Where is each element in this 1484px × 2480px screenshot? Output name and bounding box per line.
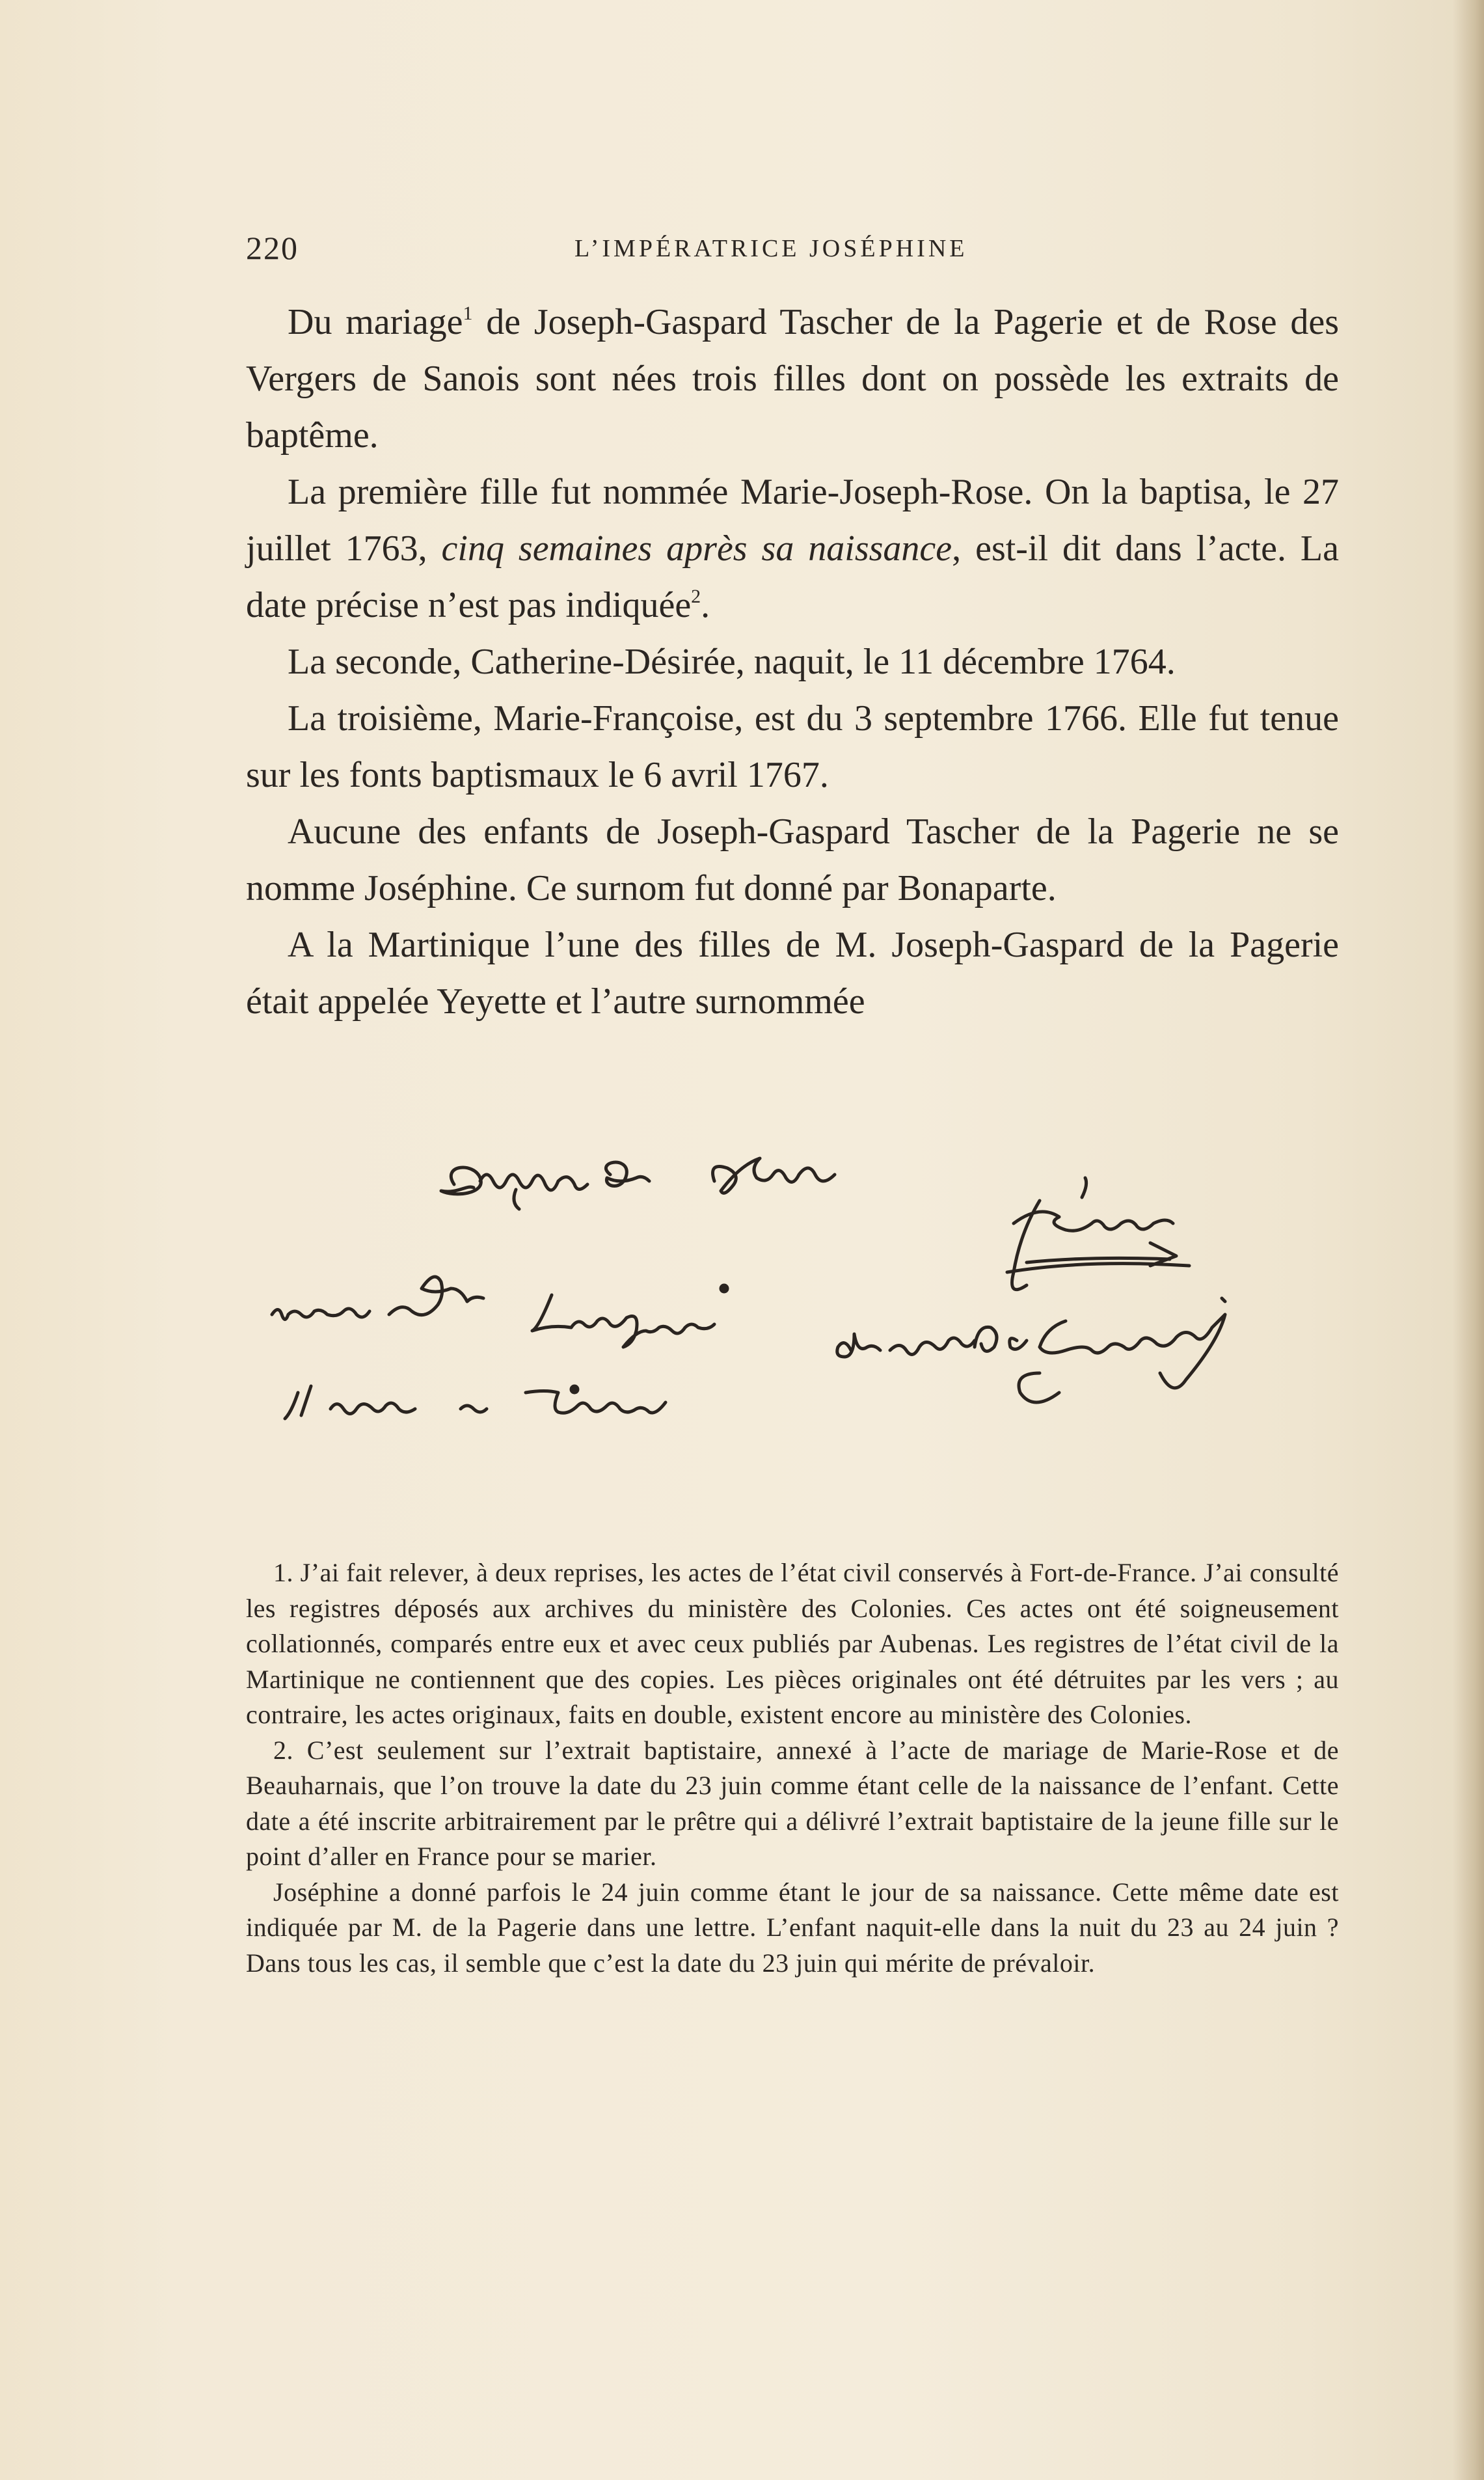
paragraph-5: Aucune des enfants de Joseph-Gaspard Tascher de la Pagerie ne se nomme Joséphine. Ce surnom fut donné par Bonaparte. <box>246 811 1339 908</box>
paragraph-2 <box>246 464 1339 634</box>
signature-renaud-de-la-tour <box>285 1386 666 1419</box>
signature-jordebourg <box>1007 1178 1189 1290</box>
footnote-ref-1: 1 <box>463 303 473 324</box>
paragraph-1-rest: de Joseph-Gaspard Tascher de la Pagerie et de Rose des Vergers de Sanois sont nées trois filles dont on possède les extraits de baptême. <box>246 302 1339 456</box>
footnote-2: 2. C’est seulement sur l’extrait baptistaire, annexé à l’acte de mariage de Marie-Rose et de Beauharnais, que l’on trouve la date du 23 juin comme étant celle de la naissance de l’enfant. Cette date a été inscrite arbitrairement par le prêtre qui a délivré l’extrait baptistaire de la jeune fille sur le point d’aller en France pour se marier. <box>246 1735 1339 1871</box>
signature-sanois-lapagerie <box>837 1298 1225 1402</box>
paragraph-2-start: La première fille fut nommée Marie-Joseph-Rose. On la baptisa, le 27 juillet 1763, <box>246 472 1339 569</box>
page-number: 220 <box>246 230 299 266</box>
handwritten-signatures <box>246 1152 1339 1464</box>
paragraph-2-middle: , est-il dit dans l’acte. La date précise n’est pas indiquée <box>246 528 1339 625</box>
paragraph-1 <box>246 294 1339 464</box>
signature-desvergers-de-sanois <box>441 1158 835 1209</box>
paragraph-1-start: Du mariage <box>288 302 463 342</box>
footnotes <box>246 1555 1339 1981</box>
page-header <box>246 229 1339 268</box>
paragraph-3: La seconde, Catherine-Désirée, naquit, le 11 décembre 1764. <box>288 642 1176 682</box>
footnote-ref-2: 2 <box>691 586 701 607</box>
footnote-2-continued: Joséphine a donné parfois le 24 juin comme étant le jour de sa naissance. Cette même date est indiquée par M. de la Pagerie dans une lettre. L’enfant naquit-elle dans la nuit du 23 au 24 juin ? Dans tous les cas, il semble que c’est la date du 23 juin qui mérite de prévaloir. <box>246 1877 1339 1978</box>
signature-marie-lapagerie <box>272 1277 727 1347</box>
main-text <box>246 294 1339 1030</box>
paragraph-2-end: . <box>701 585 710 625</box>
paragraph-2-italic: cinq semaines après sa naissance <box>441 528 952 569</box>
paragraph-6: A la Martinique l’une des filles de M. Joseph-Gaspard de la Pagerie était appelée Yeyette et l’autre surnommée <box>246 925 1339 1022</box>
footnote-1: 1. J’ai fait relever, à deux reprises, les actes de l’état civil conservés à Fort-de-France. J’ai consulté les registres déposés aux archives du ministère des Colonies. Ces actes ont été soigneusement collationnés, comparés entre eux et avec ceux publiés par Aubenas. Les registres de l’état civil de la Martinique ne contiennent que des copies. Les pièces originales ont été détruites par les vers ; au contraire, les actes originaux, faits en double, existent encore au ministère des Colonies. <box>246 1558 1339 1729</box>
signatures-facsimile <box>246 1152 1339 1464</box>
paragraph-4: La troisième, Marie-Françoise, est du 3 septembre 1766. Elle fut tenue sur les fonts baptismaux le 6 avril 1767. <box>246 698 1339 795</box>
page-spine-shadow <box>1453 0 1484 2480</box>
running-title: L’IMPÉRATRICE JOSÉPHINE <box>574 235 968 262</box>
